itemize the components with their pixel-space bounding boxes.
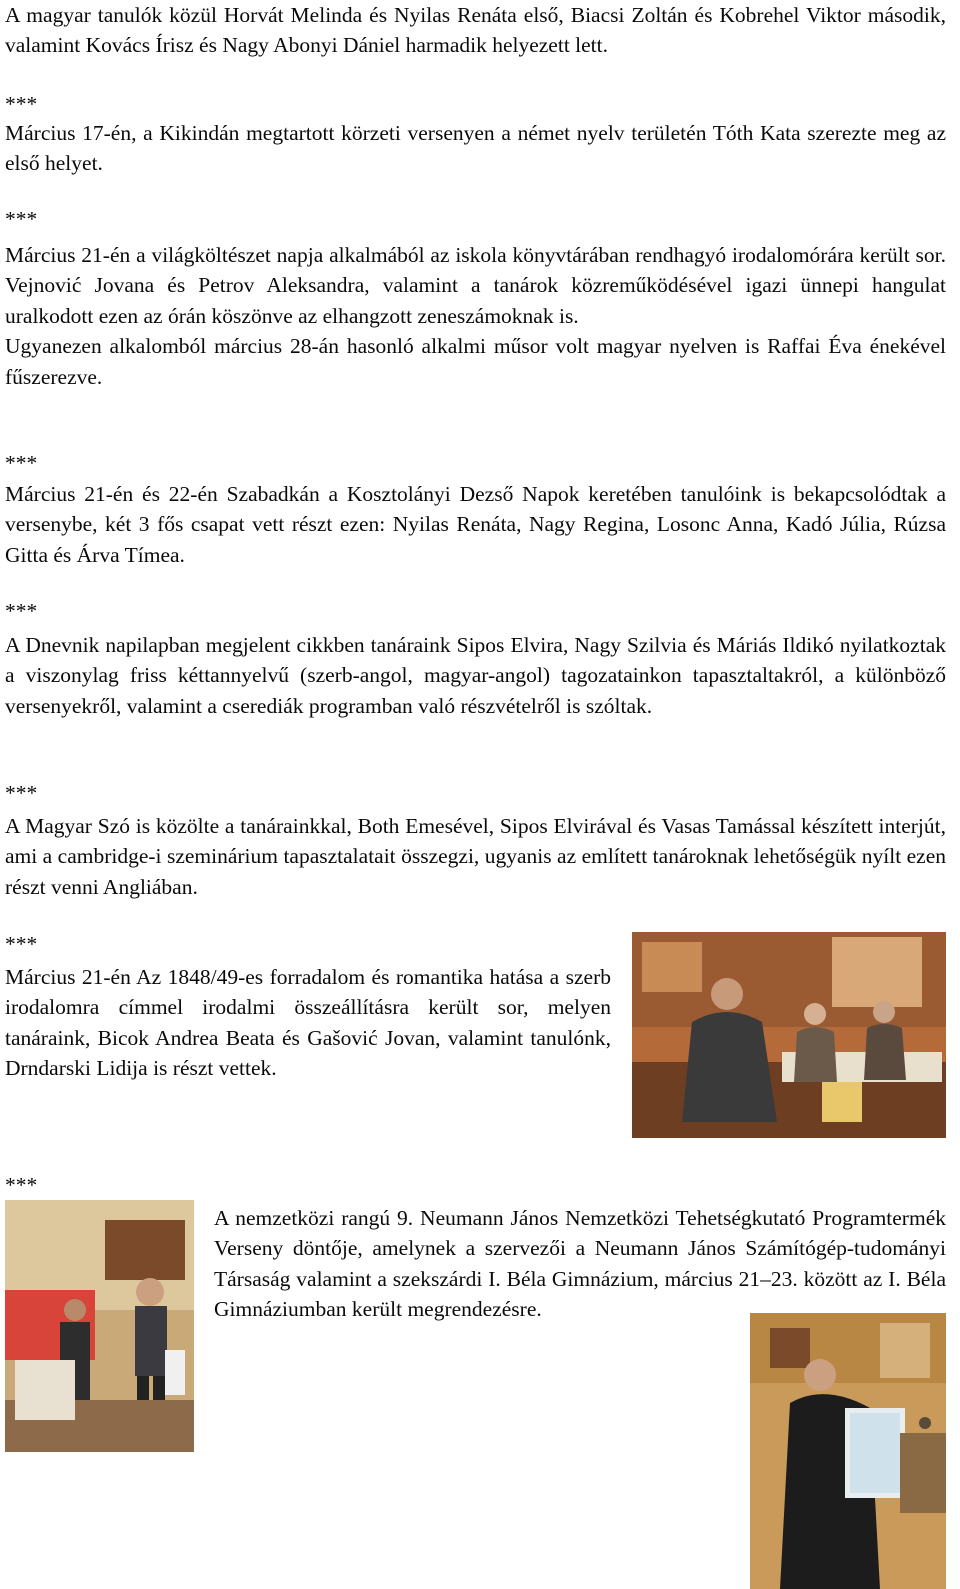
paragraph-magyar-szo [5, 811, 946, 902]
student-handing-bag-image [750, 1313, 946, 1589]
paragraph-neumann [214, 1203, 946, 1325]
paragraph-kosztolanyi [5, 479, 946, 570]
separator: *** [5, 451, 38, 475]
paragraph-results [5, 0, 946, 61]
separator: *** [5, 207, 38, 231]
literary-event-photo [632, 932, 946, 1138]
text-neumann: A nemzetközi rangú 9. Neumann János Nemzetközi Tehetségkutató Programtermék Verseny döntője, amelynek a szervezői a Neumann János Számítógép-tudományi Társaság valamint a szekszárdi I. Béla Gimnázium, március 21–23. között az I. Béla Gimnáziumban került megrendezésre. [214, 1206, 946, 1322]
paragraph-german-competition [5, 118, 946, 179]
text-hungarian-program: Ugyanezen alkalomból március 28-án hasonló alkalmi műsor volt magyar nyelven is Raffai Éva énekével fűszerezve. [5, 334, 946, 389]
separator: *** [5, 1173, 38, 1197]
text-dnevnik: A Dnevnik napilapban megjelent cikkben tanáraink Sipos Elvira, Nagy Szilvia és Máriás Ildikó nyilatkoztak a viszonylag friss kéttannyelvű (szerb-angol, magyar-angol) tagozatainkon tapasztaltakról, a különböző versenyekről, valamint a cserediák programban való részvételről is szóltak. [5, 633, 946, 718]
student-handing-bag-photo [750, 1313, 946, 1589]
text-poetry-day: Március 21-én a világköltészet napja alkalmából az iskola könyvtárában rendhagyó irodalomórára került sor. Vejnović Jovana és Petrov Aleksandra, valamint a tanárok közreműködésével igazi ünnepi hangulat uralkodott ezen az órán köszönve az elhangzott zeneszámoknak is. [5, 243, 946, 328]
student-with-bag-image [5, 1200, 194, 1452]
text-results: A magyar tanulók közül Horvát Melinda és Nyilas Renáta első, Biacsi Zoltán és Kobrehel Viktor második, valamint Kovács Írisz és Nagy Abonyi Dániel harmadik helyezett lett. [5, 3, 946, 58]
text-magyar-szo: A Magyar Szó is közölte a tanárainkkal, Both Emesével, Sipos Elvirával és Vasas Tamással készített interjút, ami a cambridge-i szeminárium tapasztalatait összegzi, ugyanis az említett tanároknak lehetőségük nyílt ezen részt venni Angliában. [5, 814, 946, 899]
separator: *** [5, 932, 38, 956]
paragraph-poetry-day [5, 240, 946, 392]
paragraph-dnevnik [5, 630, 946, 721]
separator: *** [5, 92, 38, 116]
student-with-bag-photo [5, 1200, 194, 1452]
text-kosztolanyi: Március 21-én és 22-én Szabadkán a Kosztolányi Dezső Napok keretében tanulóink is bekapcsolódtak a versenybe, két 3 fős csapat vett részt ezen: Nyilas Renáta, Nagy Regina, Losonc Anna, Kadó Júlia, Rúzsa Gitta és Árva Tímea. [5, 482, 946, 567]
literary-event-image [632, 932, 946, 1138]
text-revolution: Március 21-én Az 1848/49-es forradalom és romantika hatása a szerb irodalomra címmel irodalmi összeállításra került sor, melyen tanáraink, Bicok Andrea Beata és Gašović Jovan, valamint tanulónk, Drndarski Lidija is részt vettek. [5, 965, 611, 1081]
separator: *** [5, 599, 38, 623]
text-german-competition: Március 17-én, a Kikindán megtartott körzeti versenyen a német nyelv területén Tóth Kata szerezte meg az első helyet. [5, 121, 946, 176]
paragraph-revolution [5, 962, 611, 1084]
separator: *** [5, 781, 38, 805]
